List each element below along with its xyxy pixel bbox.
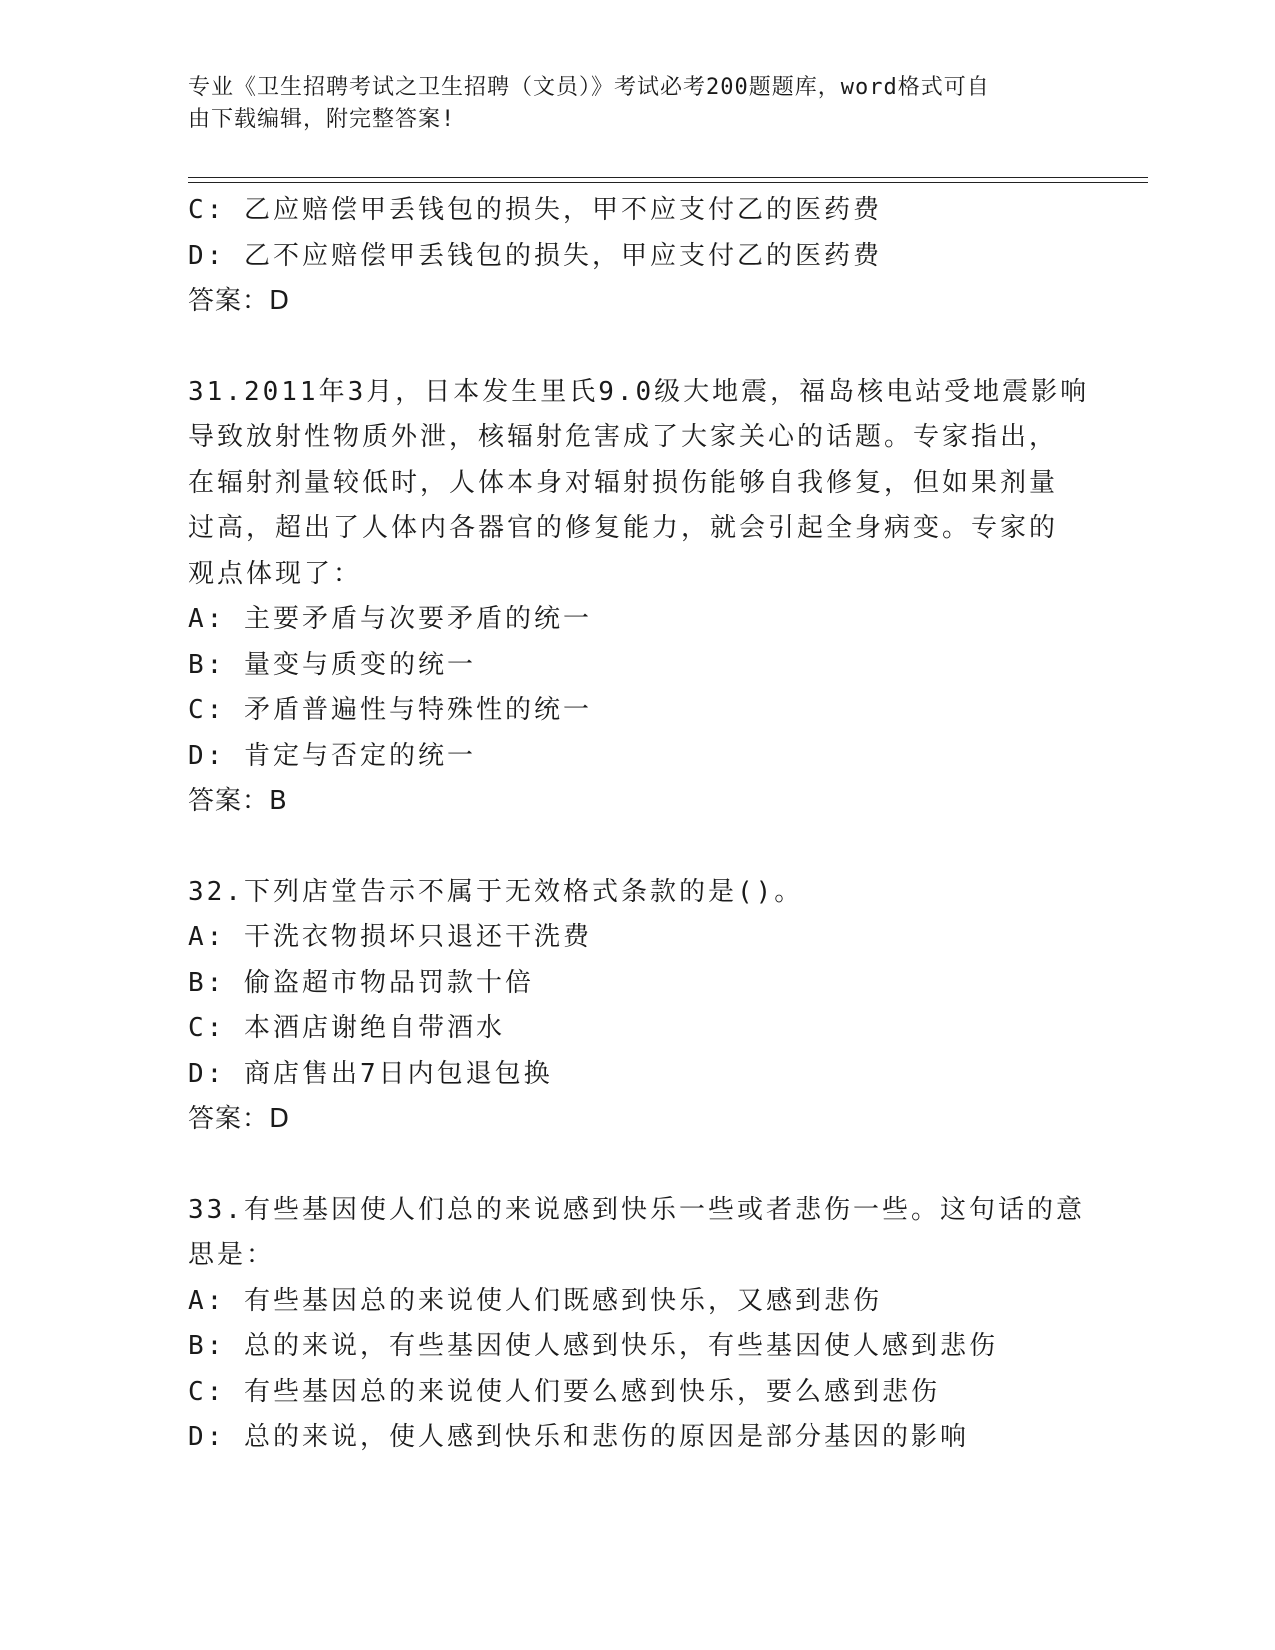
question-30-continued	[188, 188, 1088, 325]
option-a: A: 有些基因总的来说使人们既感到快乐，又感到悲伤	[188, 1285, 882, 1316]
question-stem-line: 思是：	[188, 1240, 276, 1270]
option-d: D: 总的来说，使人感到快乐和悲伤的原因是部分基因的影响	[188, 1422, 969, 1452]
option-d: D: 肯定与否定的统一	[188, 740, 476, 771]
question-stem-line: 33.有些基因使人们总的来说感到快乐一些或者悲伤一些。这句话的意	[188, 1194, 1085, 1225]
question-stem-line: 过高，超出了人体内各器官的修复能力，就会引起全身病变。专家的	[188, 513, 1059, 543]
answer-label: 答案：D	[188, 1104, 291, 1134]
option-c: C: 乙应赔偿甲丢钱包的损失，甲不应支付乙的医药费	[188, 195, 882, 225]
option-c: C: 有些基因总的来说使人们要么感到快乐，要么感到悲伤	[188, 1376, 940, 1407]
spacer	[188, 325, 1088, 370]
option-a: A: 干洗衣物损坏只退还干洗费	[188, 922, 592, 952]
document-header	[188, 72, 1068, 136]
question-stem-line: 观点体现了：	[188, 558, 363, 589]
question-31	[188, 370, 1088, 825]
option-d: D: 乙不应赔偿甲丢钱包的损失，甲应支付乙的医药费	[188, 240, 882, 271]
header-line-2: 由下载编辑，附完整答案!	[188, 107, 456, 132]
spacer	[188, 1143, 1088, 1188]
question-stem-line: 在辐射剂量较低时，人体本身对辐射损伤能够自我修复，但如果剂量	[188, 467, 1059, 498]
option-c: C: 矛盾普遍性与特殊性的统一	[188, 695, 592, 725]
header-line-1: 专业《卫生招聘考试之卫生招聘（文员）》考试必考200题题库，word格式可自	[188, 75, 990, 100]
header-divider-bottom	[188, 182, 1148, 183]
option-d: D: 商店售出7日内包退包换	[188, 1058, 553, 1089]
answer-label: 答案：B	[188, 786, 288, 816]
option-a: A: 主要矛盾与次要矛盾的统一	[188, 604, 592, 634]
answer-label: 答案：D	[188, 286, 291, 316]
question-33	[188, 1188, 1088, 1461]
option-c: C: 本酒店谢绝自带酒水	[188, 1013, 505, 1043]
question-content	[188, 188, 1088, 1461]
header-divider-top	[188, 177, 1148, 178]
question-stem-line: 31.2011年3月，日本发生里氏9.0级大地震，福岛核电站受地震影响	[188, 376, 1090, 407]
spacer	[188, 825, 1088, 870]
question-32	[188, 870, 1088, 1143]
question-stem-line: 导致放射性物质外泄，核辐射危害成了大家关心的话题。专家指出，	[188, 422, 1059, 452]
question-stem: 32.下列店堂告示不属于无效格式条款的是()。	[188, 876, 804, 907]
option-b: B: 量变与质变的统一	[188, 649, 476, 680]
option-b: B: 偷盗超市物品罚款十倍	[188, 967, 534, 998]
option-b: B: 总的来说，有些基因使人感到快乐，有些基因使人感到悲伤	[188, 1331, 998, 1361]
